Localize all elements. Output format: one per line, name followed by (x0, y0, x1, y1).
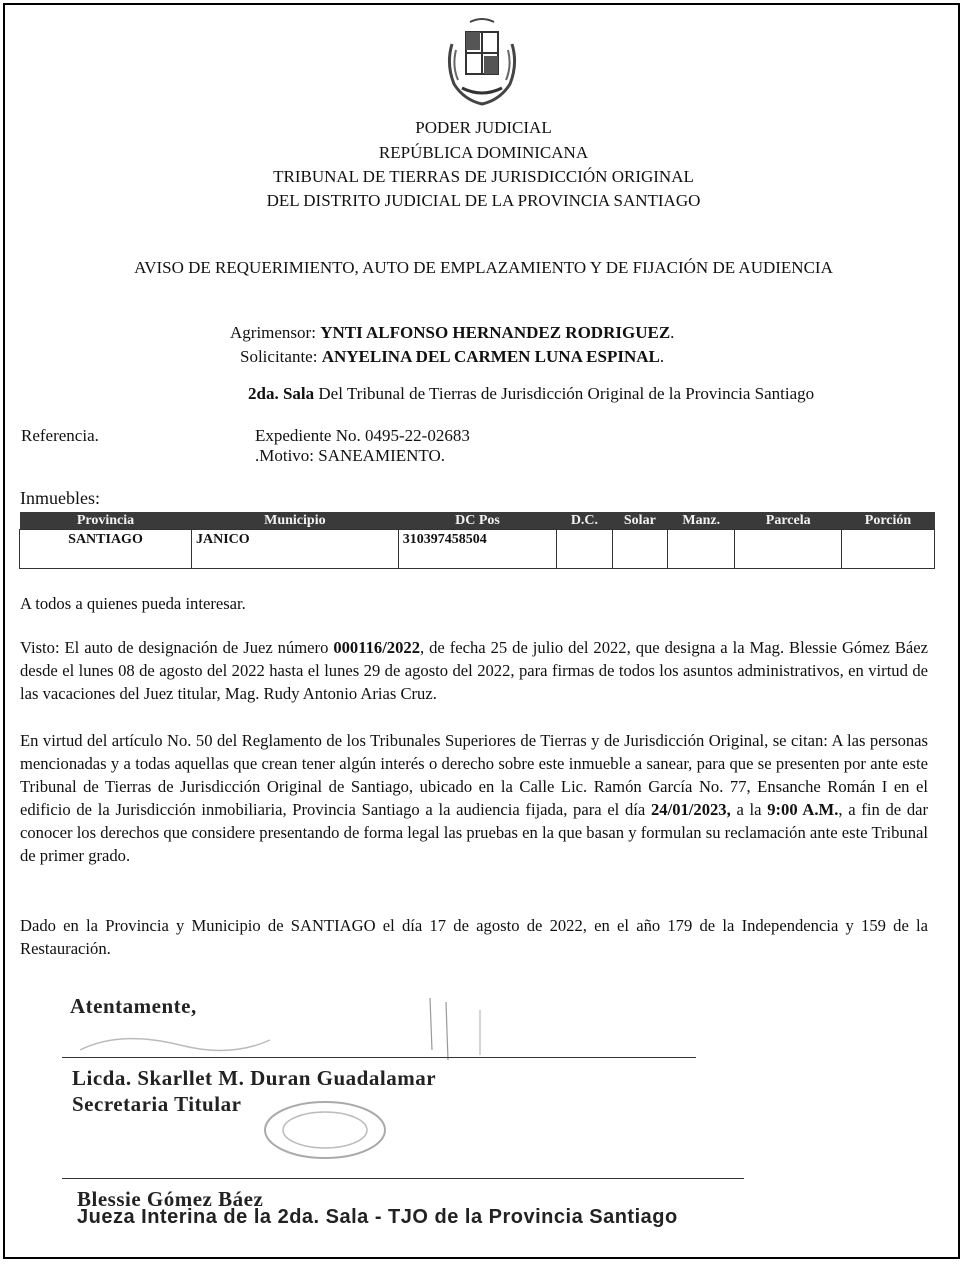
virtud-paragraph: En virtud del artículo No. 50 del Reglamento de los Tribunales Superiores de Tierras y de Jurisdicción Original, se citan: A las personas mencionadas y a todas aquellas que crean tener algún interés o derecho sobre este inmueble a sanear, para que se presenten por ante este Tribunal de Tierras de Jurisdicción Original de Santiago, ubicado en la Calle Lic. Ramón García No. 77, Ensanche Román I en el edificio de la Jurisdicción inmobiliaria, Provincia Santiago a la audiencia fijada, para el día 24/01/2023, a la 9:00 A.M., a fin de dar conocer los derechos que considere presentando de forma legal las pruebas en la que basan y formulan su reclamación ante este Tribunal de primer grado. (20, 731, 929, 865)
table-cell: 310397458504 (398, 530, 557, 569)
table-cell (735, 530, 842, 569)
table-cell (557, 530, 612, 569)
reference-label: Referencia. (21, 426, 99, 445)
column-header: D.C. (557, 512, 612, 530)
table-cell (841, 530, 934, 569)
table-cell: SANTIAGO (20, 530, 192, 569)
header-line-3: TRIBUNAL DE TIERRAS DE JURISDICCIÓN ORIGINAL (273, 167, 694, 186)
closing: Atentamente, (70, 994, 197, 1018)
judge-title: Jueza Interina de la 2da. Sala - TJO de la Provincia Santiago (77, 1206, 678, 1228)
judge-name: Blessie Gómez Báez (77, 1187, 264, 1211)
column-header: Solar (612, 512, 667, 530)
agrimensor-label: Agrimensor: (230, 323, 316, 342)
dado-paragraph: Dado en la Provincia y Municipio de SANTIAGO el día 17 de agosto de 2022, en el año 179 de la Independencia y 159 de la Restauración. (20, 916, 928, 958)
table-cell (668, 530, 735, 569)
sala-line (248, 382, 814, 406)
inmuebles-label: Inmuebles: (20, 488, 100, 508)
table-cell (612, 530, 667, 569)
column-header: Parcela (735, 512, 842, 530)
visto-paragraph: Visto: El auto de designación de Juez número 000116/2022, de fecha 25 de julio del 2022, que designa a la Mag. Blessie Gómez Báez desde el lunes 08 de agosto del 2022 hasta el lunes 29 de agosto del 2022, para firmas de todos los asuntos administrativos, en virtud de las vacaciones del Juez titular, Mag. Rudy Antonio Arias Cruz. (20, 638, 928, 703)
secretary-name: Licda. Skarllet M. Duran Guadalamar (72, 1066, 437, 1090)
column-header: DC Pos (398, 512, 557, 530)
table-header-row (20, 512, 935, 530)
header-line-1: PODER JUDICIAL (415, 118, 552, 137)
header-line-4: DEL DISTRITO JUDICIAL DE LA PROVINCIA SANTIAGO (266, 191, 701, 210)
table-row (20, 530, 935, 569)
column-header: Provincia (20, 512, 192, 530)
signature-line (62, 1057, 696, 1058)
secretary-title: Secretaria Titular (72, 1092, 242, 1116)
header-line-2: REPÚBLICA DOMINICANA (378, 143, 589, 162)
document-title: AVISO DE REQUERIMIENTO, AUTO DE EMPLAZAMIENTO Y DE FIJACIÓN DE AUDIENCIA (134, 258, 833, 277)
signature-line (62, 1178, 744, 1179)
solicitante-value: ANYELINA DEL CARMEN LUNA ESPINAL (321, 347, 660, 366)
table-cell: JANICO (192, 530, 399, 569)
inmuebles-table (19, 512, 935, 569)
column-header: Municipio (192, 512, 399, 530)
solicitante-line: Solicitante: ANYELINA DEL CARMEN LUNA ESPINAL. (240, 347, 665, 366)
coat-of-arms-icon (440, 14, 524, 106)
greeting: A todos a quienes pueda interesar. (20, 594, 246, 613)
sala-rest: Del Tribunal de Tierras de Jurisdicción Original de la Provincia Santiago (318, 384, 815, 403)
agrimensor-value: YNTI ALFONSO HERNANDEZ RODRIGUEZ (320, 323, 671, 342)
agrimensor-line: Agrimensor: YNTI ALFONSO HERNANDEZ RODRIGUEZ. (230, 323, 675, 342)
motivo: .Motivo: SANEAMIENTO. (255, 446, 445, 465)
expediente-number: Expediente No. 0495-22-02683 (255, 426, 470, 445)
sala-bold: 2da. Sala (248, 384, 315, 403)
column-header: Manz. (668, 512, 735, 530)
solicitante-label: Solicitante: (240, 347, 318, 366)
column-header: Porción (841, 512, 934, 530)
